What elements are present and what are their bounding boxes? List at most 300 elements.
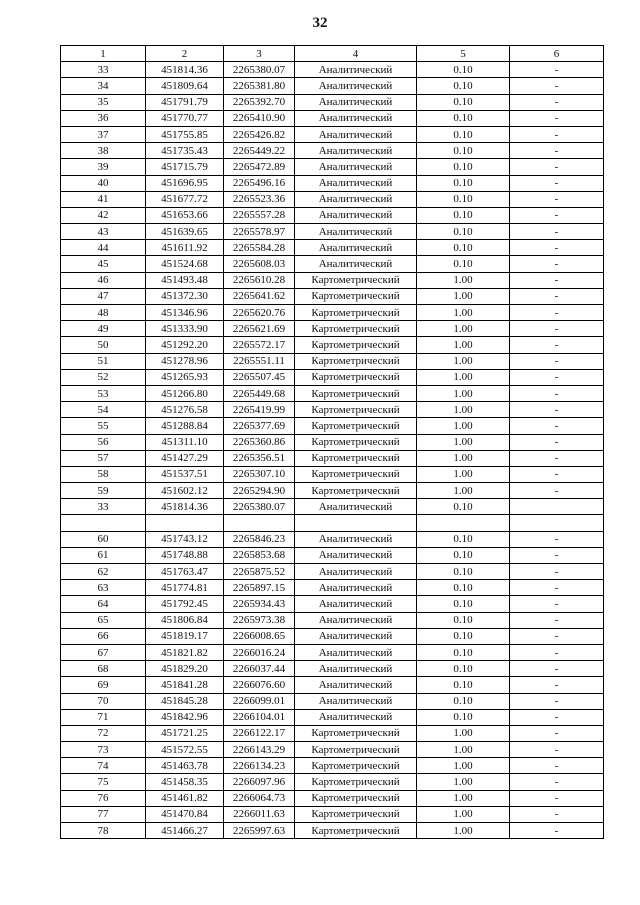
method-cell: Аналитический bbox=[295, 94, 417, 110]
accuracy-cell: 0.10 bbox=[417, 564, 510, 580]
note-cell bbox=[510, 499, 604, 515]
y-coordinate-cell: 2265507.45 bbox=[224, 369, 295, 385]
x-coordinate-cell: 451715.79 bbox=[146, 159, 224, 175]
note-cell: - bbox=[510, 790, 604, 806]
y-coordinate-cell: 2266076.60 bbox=[224, 677, 295, 693]
method-cell: Аналитический bbox=[295, 240, 417, 256]
x-coordinate-cell: 451845.28 bbox=[146, 693, 224, 709]
accuracy-cell: 0.10 bbox=[417, 175, 510, 191]
accuracy-cell: 0.10 bbox=[417, 191, 510, 207]
note-cell: - bbox=[510, 272, 604, 288]
x-coordinate-cell: 451537.51 bbox=[146, 466, 224, 482]
table-row bbox=[61, 693, 604, 709]
note-cell: - bbox=[510, 126, 604, 142]
x-coordinate-cell bbox=[146, 515, 224, 531]
method-cell: Картометрический bbox=[295, 466, 417, 482]
accuracy-cell: 1.00 bbox=[417, 385, 510, 401]
point-number-cell: 40 bbox=[61, 175, 146, 191]
accuracy-cell: 0.10 bbox=[417, 256, 510, 272]
accuracy-cell bbox=[417, 515, 510, 531]
point-number-cell: 58 bbox=[61, 466, 146, 482]
accuracy-cell: 1.00 bbox=[417, 418, 510, 434]
y-coordinate-cell: 2265897.15 bbox=[224, 580, 295, 596]
x-coordinate-cell: 451743.12 bbox=[146, 531, 224, 547]
y-coordinate-cell: 2266016.24 bbox=[224, 644, 295, 660]
note-cell: - bbox=[510, 288, 604, 304]
method-cell: Картометрический bbox=[295, 758, 417, 774]
x-coordinate-cell: 451266.80 bbox=[146, 385, 224, 401]
point-number-cell: 61 bbox=[61, 547, 146, 563]
point-number-cell: 56 bbox=[61, 434, 146, 450]
table-row bbox=[61, 143, 604, 159]
y-coordinate-cell: 2265307.10 bbox=[224, 466, 295, 482]
point-number-cell: 63 bbox=[61, 580, 146, 596]
y-coordinate-cell: 2265381.80 bbox=[224, 78, 295, 94]
method-cell: Аналитический bbox=[295, 224, 417, 240]
x-coordinate-cell: 451696.95 bbox=[146, 175, 224, 191]
note-cell: - bbox=[510, 418, 604, 434]
point-number-cell: 39 bbox=[61, 159, 146, 175]
x-coordinate-cell: 451792.45 bbox=[146, 596, 224, 612]
method-cell: Картометрический bbox=[295, 725, 417, 741]
y-coordinate-cell: 2266122.17 bbox=[224, 725, 295, 741]
table-row bbox=[61, 483, 604, 499]
table-row bbox=[61, 596, 604, 612]
note-cell: - bbox=[510, 596, 604, 612]
y-coordinate-cell: 2266099.01 bbox=[224, 693, 295, 709]
note-cell bbox=[510, 515, 604, 531]
column-header: 6 bbox=[510, 46, 604, 62]
table-row bbox=[61, 288, 604, 304]
note-cell: - bbox=[510, 693, 604, 709]
note-cell: - bbox=[510, 353, 604, 369]
point-number-cell: 51 bbox=[61, 353, 146, 369]
table-row bbox=[61, 110, 604, 126]
note-cell: - bbox=[510, 742, 604, 758]
point-number-cell: 54 bbox=[61, 402, 146, 418]
note-cell: - bbox=[510, 143, 604, 159]
x-coordinate-cell: 451819.17 bbox=[146, 628, 224, 644]
point-number-cell: 74 bbox=[61, 758, 146, 774]
x-coordinate-cell: 451470.84 bbox=[146, 806, 224, 822]
accuracy-cell: 0.10 bbox=[417, 159, 510, 175]
y-coordinate-cell: 2265496.16 bbox=[224, 175, 295, 191]
method-cell: Аналитический bbox=[295, 661, 417, 677]
accuracy-cell: 1.00 bbox=[417, 725, 510, 741]
table-row bbox=[61, 353, 604, 369]
method-cell: Картометрический bbox=[295, 305, 417, 321]
note-cell: - bbox=[510, 240, 604, 256]
accuracy-cell: 1.00 bbox=[417, 353, 510, 369]
table-row bbox=[61, 126, 604, 142]
x-coordinate-cell: 451814.36 bbox=[146, 62, 224, 78]
note-cell: - bbox=[510, 466, 604, 482]
method-cell: Картометрический bbox=[295, 483, 417, 499]
note-cell: - bbox=[510, 774, 604, 790]
x-coordinate-cell: 451458.35 bbox=[146, 774, 224, 790]
point-number-cell: 52 bbox=[61, 369, 146, 385]
table-row bbox=[61, 466, 604, 482]
note-cell: - bbox=[510, 725, 604, 741]
accuracy-cell: 0.10 bbox=[417, 78, 510, 94]
table-body bbox=[61, 62, 604, 839]
y-coordinate-cell: 2265621.69 bbox=[224, 321, 295, 337]
accuracy-cell: 0.10 bbox=[417, 580, 510, 596]
y-coordinate-cell bbox=[224, 515, 295, 531]
note-cell: - bbox=[510, 385, 604, 401]
method-cell: Картометрический bbox=[295, 450, 417, 466]
y-coordinate-cell: 2265620.76 bbox=[224, 305, 295, 321]
note-cell: - bbox=[510, 369, 604, 385]
table-row bbox=[61, 305, 604, 321]
table-row bbox=[61, 402, 604, 418]
table-row bbox=[61, 207, 604, 223]
table-row bbox=[61, 94, 604, 110]
y-coordinate-cell: 2265419.99 bbox=[224, 402, 295, 418]
table-row bbox=[61, 369, 604, 385]
note-cell: - bbox=[510, 677, 604, 693]
x-coordinate-cell: 451427.29 bbox=[146, 450, 224, 466]
point-number-cell: 42 bbox=[61, 207, 146, 223]
point-number-cell: 37 bbox=[61, 126, 146, 142]
y-coordinate-cell: 2265641.62 bbox=[224, 288, 295, 304]
method-cell: Аналитический bbox=[295, 612, 417, 628]
note-cell: - bbox=[510, 823, 604, 839]
y-coordinate-cell: 2266011.63 bbox=[224, 806, 295, 822]
y-coordinate-cell: 2265426.82 bbox=[224, 126, 295, 142]
method-cell: Аналитический bbox=[295, 159, 417, 175]
y-coordinate-cell: 2265449.22 bbox=[224, 143, 295, 159]
accuracy-cell: 1.00 bbox=[417, 466, 510, 482]
table-row bbox=[61, 806, 604, 822]
x-coordinate-cell: 451276.58 bbox=[146, 402, 224, 418]
accuracy-cell: 1.00 bbox=[417, 450, 510, 466]
table-row bbox=[61, 337, 604, 353]
point-number-cell: 62 bbox=[61, 564, 146, 580]
table-row bbox=[61, 628, 604, 644]
accuracy-cell: 1.00 bbox=[417, 790, 510, 806]
accuracy-cell: 0.10 bbox=[417, 661, 510, 677]
note-cell: - bbox=[510, 62, 604, 78]
method-cell: Аналитический bbox=[295, 62, 417, 78]
method-cell: Картометрический bbox=[295, 823, 417, 839]
point-number-cell: 60 bbox=[61, 531, 146, 547]
table-row bbox=[61, 547, 604, 563]
method-cell: Аналитический bbox=[295, 175, 417, 191]
table-row bbox=[61, 790, 604, 806]
point-number-cell: 64 bbox=[61, 596, 146, 612]
x-coordinate-cell: 451821.82 bbox=[146, 644, 224, 660]
method-cell: Аналитический bbox=[295, 628, 417, 644]
table-row bbox=[61, 418, 604, 434]
table-row bbox=[61, 564, 604, 580]
method-cell: Картометрический bbox=[295, 321, 417, 337]
note-cell: - bbox=[510, 564, 604, 580]
x-coordinate-cell: 451806.84 bbox=[146, 612, 224, 628]
table-row bbox=[61, 321, 604, 337]
y-coordinate-cell: 2265523.36 bbox=[224, 191, 295, 207]
note-cell: - bbox=[510, 709, 604, 725]
accuracy-cell: 0.10 bbox=[417, 709, 510, 725]
method-cell: Картометрический bbox=[295, 790, 417, 806]
y-coordinate-cell: 2265392.70 bbox=[224, 94, 295, 110]
y-coordinate-cell: 2265410.90 bbox=[224, 110, 295, 126]
table-row bbox=[61, 823, 604, 839]
x-coordinate-cell: 451791.79 bbox=[146, 94, 224, 110]
note-cell: - bbox=[510, 450, 604, 466]
point-number-cell: 67 bbox=[61, 644, 146, 660]
table-row bbox=[61, 742, 604, 758]
note-cell: - bbox=[510, 434, 604, 450]
method-cell: Аналитический bbox=[295, 126, 417, 142]
accuracy-cell: 0.10 bbox=[417, 628, 510, 644]
method-cell: Картометрический bbox=[295, 288, 417, 304]
point-number-cell: 65 bbox=[61, 612, 146, 628]
note-cell: - bbox=[510, 337, 604, 353]
accuracy-cell: 0.10 bbox=[417, 531, 510, 547]
method-cell: Картометрический bbox=[295, 337, 417, 353]
point-number-cell: 47 bbox=[61, 288, 146, 304]
y-coordinate-cell: 2266008.65 bbox=[224, 628, 295, 644]
note-cell: - bbox=[510, 628, 604, 644]
accuracy-cell: 1.00 bbox=[417, 483, 510, 499]
accuracy-cell: 1.00 bbox=[417, 305, 510, 321]
x-coordinate-cell: 451774.81 bbox=[146, 580, 224, 596]
point-number-cell: 36 bbox=[61, 110, 146, 126]
accuracy-cell: 0.10 bbox=[417, 110, 510, 126]
method-cell: Аналитический bbox=[295, 78, 417, 94]
y-coordinate-cell: 2265557.28 bbox=[224, 207, 295, 223]
table-row bbox=[61, 385, 604, 401]
y-coordinate-cell: 2266097.96 bbox=[224, 774, 295, 790]
accuracy-cell: 1.00 bbox=[417, 823, 510, 839]
accuracy-cell: 0.10 bbox=[417, 547, 510, 563]
y-coordinate-cell: 2266104.01 bbox=[224, 709, 295, 725]
note-cell: - bbox=[510, 402, 604, 418]
point-number-cell: 48 bbox=[61, 305, 146, 321]
y-coordinate-cell: 2265449.68 bbox=[224, 385, 295, 401]
note-cell: - bbox=[510, 207, 604, 223]
point-number-cell: 41 bbox=[61, 191, 146, 207]
point-number-cell bbox=[61, 515, 146, 531]
method-cell: Картометрический bbox=[295, 385, 417, 401]
note-cell: - bbox=[510, 531, 604, 547]
method-cell: Картометрический bbox=[295, 742, 417, 758]
point-number-cell: 33 bbox=[61, 499, 146, 515]
accuracy-cell: 0.10 bbox=[417, 207, 510, 223]
point-number-cell: 53 bbox=[61, 385, 146, 401]
method-cell: Аналитический bbox=[295, 596, 417, 612]
method-cell: Картометрический bbox=[295, 806, 417, 822]
accuracy-cell: 0.10 bbox=[417, 677, 510, 693]
coordinates-table bbox=[60, 45, 604, 839]
x-coordinate-cell: 451466.27 bbox=[146, 823, 224, 839]
point-number-cell: 75 bbox=[61, 774, 146, 790]
method-cell: Аналитический bbox=[295, 191, 417, 207]
y-coordinate-cell: 2265997.63 bbox=[224, 823, 295, 839]
x-coordinate-cell: 451842.96 bbox=[146, 709, 224, 725]
table-row bbox=[61, 709, 604, 725]
y-coordinate-cell: 2265875.52 bbox=[224, 564, 295, 580]
y-coordinate-cell: 2265578.97 bbox=[224, 224, 295, 240]
method-cell: Аналитический bbox=[295, 547, 417, 563]
table-row bbox=[61, 661, 604, 677]
method-cell: Картометрический bbox=[295, 402, 417, 418]
note-cell: - bbox=[510, 806, 604, 822]
x-coordinate-cell: 451463.78 bbox=[146, 758, 224, 774]
table-row bbox=[61, 580, 604, 596]
point-number-cell: 78 bbox=[61, 823, 146, 839]
note-cell: - bbox=[510, 644, 604, 660]
accuracy-cell: 1.00 bbox=[417, 434, 510, 450]
point-number-cell: 59 bbox=[61, 483, 146, 499]
point-number-cell: 70 bbox=[61, 693, 146, 709]
note-cell: - bbox=[510, 191, 604, 207]
column-header: 5 bbox=[417, 46, 510, 62]
point-number-cell: 35 bbox=[61, 94, 146, 110]
method-cell: Аналитический bbox=[295, 256, 417, 272]
y-coordinate-cell: 2266037.44 bbox=[224, 661, 295, 677]
point-number-cell: 72 bbox=[61, 725, 146, 741]
table-row bbox=[61, 774, 604, 790]
method-cell: Аналитический bbox=[295, 499, 417, 515]
note-cell: - bbox=[510, 78, 604, 94]
note-cell: - bbox=[510, 175, 604, 191]
point-number-cell: 77 bbox=[61, 806, 146, 822]
y-coordinate-cell: 2265572.17 bbox=[224, 337, 295, 353]
point-number-cell: 38 bbox=[61, 143, 146, 159]
point-number-cell: 73 bbox=[61, 742, 146, 758]
x-coordinate-cell: 451809.64 bbox=[146, 78, 224, 94]
method-cell: Аналитический bbox=[295, 143, 417, 159]
table-row bbox=[61, 62, 604, 78]
y-coordinate-cell: 2266064.73 bbox=[224, 790, 295, 806]
table-row bbox=[61, 224, 604, 240]
method-cell: Аналитический bbox=[295, 709, 417, 725]
point-number-cell: 55 bbox=[61, 418, 146, 434]
note-cell: - bbox=[510, 661, 604, 677]
column-header: 4 bbox=[295, 46, 417, 62]
note-cell: - bbox=[510, 612, 604, 628]
y-coordinate-cell: 2265380.07 bbox=[224, 499, 295, 515]
x-coordinate-cell: 451372.30 bbox=[146, 288, 224, 304]
point-number-cell: 50 bbox=[61, 337, 146, 353]
column-header: 2 bbox=[146, 46, 224, 62]
note-cell: - bbox=[510, 159, 604, 175]
x-coordinate-cell: 451572.55 bbox=[146, 742, 224, 758]
accuracy-cell: 0.10 bbox=[417, 596, 510, 612]
y-coordinate-cell: 2265973.38 bbox=[224, 612, 295, 628]
method-cell: Картометрический bbox=[295, 369, 417, 385]
method-cell: Аналитический bbox=[295, 644, 417, 660]
table-row bbox=[61, 434, 604, 450]
method-cell: Аналитический bbox=[295, 110, 417, 126]
x-coordinate-cell: 451288.84 bbox=[146, 418, 224, 434]
point-number-cell: 76 bbox=[61, 790, 146, 806]
table-row bbox=[61, 256, 604, 272]
accuracy-cell: 0.10 bbox=[417, 62, 510, 78]
column-header: 3 bbox=[224, 46, 295, 62]
accuracy-cell: 0.10 bbox=[417, 224, 510, 240]
y-coordinate-cell: 2266143.29 bbox=[224, 742, 295, 758]
x-coordinate-cell: 451602.12 bbox=[146, 483, 224, 499]
table-row bbox=[61, 725, 604, 741]
note-cell: - bbox=[510, 580, 604, 596]
method-cell: Аналитический bbox=[295, 564, 417, 580]
point-number-cell: 44 bbox=[61, 240, 146, 256]
note-cell: - bbox=[510, 547, 604, 563]
page-number: 32 bbox=[312, 15, 328, 31]
y-coordinate-cell: 2265377.69 bbox=[224, 418, 295, 434]
x-coordinate-cell: 451524.68 bbox=[146, 256, 224, 272]
note-cell: - bbox=[510, 321, 604, 337]
point-number-cell: 66 bbox=[61, 628, 146, 644]
accuracy-cell: 0.10 bbox=[417, 612, 510, 628]
y-coordinate-cell: 2265846.23 bbox=[224, 531, 295, 547]
y-coordinate-cell: 2265472.89 bbox=[224, 159, 295, 175]
method-cell: Аналитический bbox=[295, 677, 417, 693]
table-row bbox=[61, 272, 604, 288]
column-header: 1 bbox=[61, 46, 146, 62]
note-cell: - bbox=[510, 224, 604, 240]
accuracy-cell: 1.00 bbox=[417, 288, 510, 304]
y-coordinate-cell: 2265294.90 bbox=[224, 483, 295, 499]
y-coordinate-cell: 2265610.28 bbox=[224, 272, 295, 288]
table-row bbox=[61, 499, 604, 515]
x-coordinate-cell: 451265.93 bbox=[146, 369, 224, 385]
table-row bbox=[61, 677, 604, 693]
y-coordinate-cell: 2265356.51 bbox=[224, 450, 295, 466]
table-row bbox=[61, 531, 604, 547]
y-coordinate-cell: 2265360.86 bbox=[224, 434, 295, 450]
point-number-cell: 49 bbox=[61, 321, 146, 337]
point-number-cell: 33 bbox=[61, 62, 146, 78]
y-coordinate-cell: 2265608.03 bbox=[224, 256, 295, 272]
table-row bbox=[61, 644, 604, 660]
method-cell: Картометрический bbox=[295, 774, 417, 790]
x-coordinate-cell: 451770.77 bbox=[146, 110, 224, 126]
table-row bbox=[61, 450, 604, 466]
y-coordinate-cell: 2265551.11 bbox=[224, 353, 295, 369]
table-header-row bbox=[61, 46, 604, 62]
x-coordinate-cell: 451653.66 bbox=[146, 207, 224, 223]
note-cell: - bbox=[510, 110, 604, 126]
method-cell: Картометрический bbox=[295, 272, 417, 288]
x-coordinate-cell: 451814.36 bbox=[146, 499, 224, 515]
point-number-cell: 43 bbox=[61, 224, 146, 240]
accuracy-cell: 0.10 bbox=[417, 693, 510, 709]
note-cell: - bbox=[510, 758, 604, 774]
method-cell: Аналитический bbox=[295, 207, 417, 223]
accuracy-cell: 1.00 bbox=[417, 337, 510, 353]
note-cell: - bbox=[510, 256, 604, 272]
accuracy-cell: 1.00 bbox=[417, 369, 510, 385]
point-number-cell: 57 bbox=[61, 450, 146, 466]
accuracy-cell: 1.00 bbox=[417, 742, 510, 758]
point-number-cell: 71 bbox=[61, 709, 146, 725]
x-coordinate-cell: 451829.20 bbox=[146, 661, 224, 677]
x-coordinate-cell: 451639.65 bbox=[146, 224, 224, 240]
table-row bbox=[61, 159, 604, 175]
table-row bbox=[61, 515, 604, 531]
y-coordinate-cell: 2265853.68 bbox=[224, 547, 295, 563]
accuracy-cell: 1.00 bbox=[417, 758, 510, 774]
point-number-cell: 46 bbox=[61, 272, 146, 288]
point-number-cell: 34 bbox=[61, 78, 146, 94]
point-number-cell: 45 bbox=[61, 256, 146, 272]
table-row bbox=[61, 78, 604, 94]
x-coordinate-cell: 451611.92 bbox=[146, 240, 224, 256]
